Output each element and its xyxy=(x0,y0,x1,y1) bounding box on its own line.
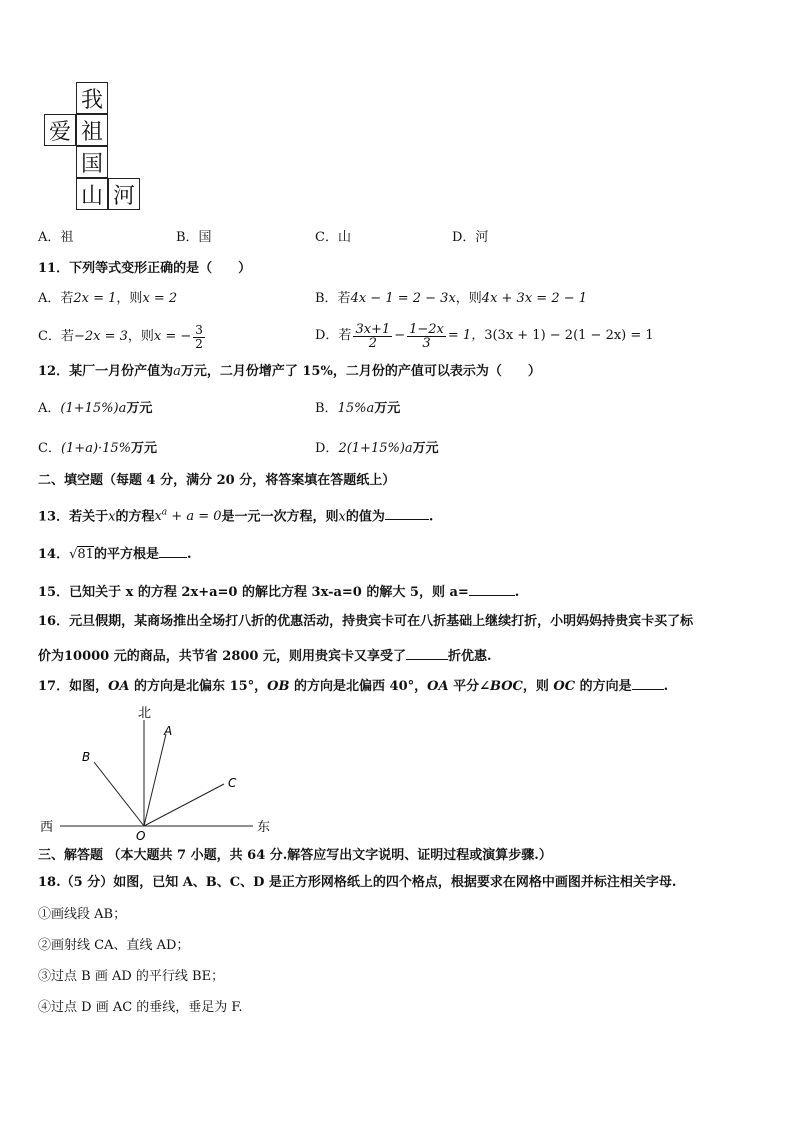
q11-d-denominator-2: 3 xyxy=(422,335,431,351)
q14-answer-blank[interactable] xyxy=(159,545,187,558)
q14-radicand: 81 xyxy=(77,547,94,562)
q11-a-eq1: 2x = 1 xyxy=(73,291,117,306)
q13-post: 是一元一次方程，则 xyxy=(221,509,339,525)
q11-d-eq2: 3(3x + 1) − 2(1 − 2x) = 1 xyxy=(484,328,654,343)
q13-x1: x xyxy=(108,509,116,525)
q11-d-denominator-1: 2 xyxy=(368,335,377,351)
q12-c-unit: 万元 xyxy=(131,441,158,456)
q11-d-rhs: = 1， xyxy=(447,328,485,343)
q12-stem xyxy=(38,364,541,380)
q16-line2-text: 价为10000 元的商品，共节省 2800 元，则用贵宾卡又享受了 xyxy=(38,649,406,664)
section-2-heading: 二、填空题（每题 4 分，满分 20 分，将答案填在答题纸上） xyxy=(38,473,396,488)
q13-end: . xyxy=(428,509,434,525)
q13-eq-exponent: a xyxy=(161,508,168,518)
q14-end: . xyxy=(186,547,192,562)
q11-c-numerator: 3 xyxy=(195,322,203,337)
q17-pre: 17．如图， xyxy=(38,679,109,694)
label-b: B xyxy=(82,750,91,764)
q11-b-eq2: 4x + 3x = 2 − 1 xyxy=(481,291,588,306)
q13-x2: x xyxy=(338,509,346,525)
q11-c-label: C．若 xyxy=(38,329,74,344)
q13-answer-blank[interactable] xyxy=(385,507,429,520)
q15 xyxy=(38,583,519,601)
q11-c-denominator: 2 xyxy=(195,336,203,351)
q16-end: 折优惠. xyxy=(448,649,492,664)
q11-c-mid: ，则 xyxy=(127,329,154,344)
q11-d-fraction-1 xyxy=(353,323,392,350)
q12-option-c xyxy=(38,441,157,457)
q18-stem: 18.（5 分）如图，已知 A、B、C、D 是正方形网格纸上的四个格点，根据要求在网格中画图并标注相关字母. xyxy=(38,875,677,890)
q12-d-expr: 2(1+15%)a xyxy=(338,441,413,456)
ray-ob xyxy=(94,762,144,826)
ray-oa xyxy=(144,734,166,826)
q17-oa-2: OA xyxy=(427,679,449,694)
q11-option-b xyxy=(315,291,587,307)
q18-item-2: ②画射线 CA、直线 AD； xyxy=(38,938,190,953)
q13-eq-base: x xyxy=(154,509,162,525)
q11-d-numerator-1: 3x+1 xyxy=(355,321,391,337)
label-west: 西 xyxy=(40,820,54,835)
q11-a-eq2: x = 2 xyxy=(142,291,178,306)
q17-t3: 平分∠ xyxy=(448,679,490,694)
q11-c-eq2: x = − xyxy=(153,329,192,344)
net-cell-ai: 爱 xyxy=(44,114,76,146)
label-o: O xyxy=(136,829,146,843)
q17-ob: OB xyxy=(267,679,290,694)
q13-pre: 13．若关于 xyxy=(38,509,109,525)
q18-item-1: ①画线段 AB； xyxy=(38,907,127,922)
q18-item-4: ④过点 D 画 AC 的垂线，垂足为 F. xyxy=(38,1000,243,1015)
q17-t5: 的方向是 xyxy=(575,679,632,694)
q12-stem-part1: 12．某厂一月份产值为 xyxy=(38,364,174,379)
q10-option-a: A．祖 xyxy=(38,230,74,245)
q12-a-unit: 万元 xyxy=(126,401,153,416)
q13 xyxy=(38,505,433,525)
net-cell-shan: 山 xyxy=(76,178,108,210)
q12-b-label: B． xyxy=(315,401,338,416)
q17 xyxy=(38,677,668,695)
q16-answer-blank[interactable] xyxy=(406,647,448,660)
q11-a-mid: ，则 xyxy=(116,291,143,306)
q11-c-fraction xyxy=(193,324,205,351)
q12-c-label: C． xyxy=(38,441,61,456)
q17-oc: OC xyxy=(553,679,576,694)
compass-diagram xyxy=(38,700,278,845)
q14-post: 的平方根是 xyxy=(93,547,159,562)
ray-oc xyxy=(144,784,224,826)
net-cell-zu: 祖 xyxy=(76,114,108,146)
q11-d-label: D．若 xyxy=(315,328,352,343)
q17-answer-blank[interactable] xyxy=(632,677,664,690)
q14-radical xyxy=(69,546,94,562)
q17-t1: 的方向是北偏东 15°， xyxy=(129,679,268,694)
sqrt-icon: √ xyxy=(69,547,78,562)
q16-line-2 xyxy=(38,647,492,665)
label-a: A xyxy=(164,724,173,738)
q11-b-mid: ，则 xyxy=(455,291,482,306)
q11-option-c xyxy=(38,318,207,356)
q12-stem-part2: 万元，二月份增产了 15%，二月份的产值可以表示为（ ） xyxy=(180,364,541,379)
q12-a-label: A． xyxy=(38,401,61,416)
q11-d-numerator-2: 1−2x xyxy=(409,321,444,337)
q11-stem: 11．下列等式变形正确的是（ ） xyxy=(38,261,252,276)
q16-line-1: 16．元旦假期，某商场推出全场打八折的优惠活动，持贵宾卡可在八折基础上继续打折，小明妈妈持贵宾卡买了标 xyxy=(38,614,694,629)
q11-option-a xyxy=(38,291,177,307)
q17-end: . xyxy=(663,679,669,694)
q15-answer-blank[interactable] xyxy=(469,583,515,596)
q15-end: . xyxy=(514,585,520,600)
q12-variable: a xyxy=(173,364,181,379)
net-cell-wo: 我 xyxy=(76,82,108,114)
net-cell-he: 河 xyxy=(108,178,140,210)
q11-option-d xyxy=(315,316,654,356)
q11-a-label: A．若 xyxy=(38,291,74,306)
q13-tail: 的值为 xyxy=(345,509,385,525)
q12-b-unit: 万元 xyxy=(374,401,401,416)
q18-item-3: ③过点 B 画 AD 的平行线 BE； xyxy=(38,969,225,984)
q11-b-label: B．若 xyxy=(315,291,351,306)
q13-equation xyxy=(154,509,221,524)
q11-d-minus: − xyxy=(394,328,406,343)
q17-t2: 的方向是北偏西 40°， xyxy=(289,679,428,694)
q12-option-d xyxy=(315,441,439,457)
q17-t4: ，则 xyxy=(522,679,554,694)
q12-d-unit: 万元 xyxy=(412,441,439,456)
section-3-heading: 三、解答题 （本大题共 7 小题，共 64 分.解答应写出文字说明、证明过程或演算步骤.） xyxy=(38,848,552,863)
q11-d-fraction-2 xyxy=(407,323,446,350)
q14-pre: 14． xyxy=(38,547,70,562)
q15-text: 15．已知关于 x 的方程 2x+a=0 的解比方程 3x-a=0 的解大 5，则 a= xyxy=(38,585,469,600)
q13-mid: 的方程 xyxy=(115,509,155,525)
q10-option-c: C．山 xyxy=(315,230,351,245)
net-cell-guo: 国 xyxy=(76,146,108,178)
q17-boc: BOC xyxy=(489,679,523,694)
q14 xyxy=(38,545,191,563)
q12-a-expr: (1+15%)a xyxy=(60,401,127,416)
q11-c-eq1: −2x = 3 xyxy=(73,329,128,344)
q10-option-b: B．国 xyxy=(176,230,212,245)
label-east: 东 xyxy=(257,820,271,835)
label-c: C xyxy=(228,776,237,790)
q13-eq-rest: + a = 0 xyxy=(167,509,222,525)
q12-option-b xyxy=(315,401,400,417)
q12-option-a xyxy=(38,401,152,417)
q17-oa: OA xyxy=(108,679,130,694)
label-north: 北 xyxy=(138,706,152,721)
q12-c-expr: (1+a)·15% xyxy=(60,441,132,456)
q10-option-d: D．河 xyxy=(452,230,489,245)
q11-b-eq1: 4x − 1 = 2 − 3x xyxy=(350,291,456,306)
q12-d-label: D． xyxy=(315,441,339,456)
q12-b-expr: 15%a xyxy=(337,401,375,416)
